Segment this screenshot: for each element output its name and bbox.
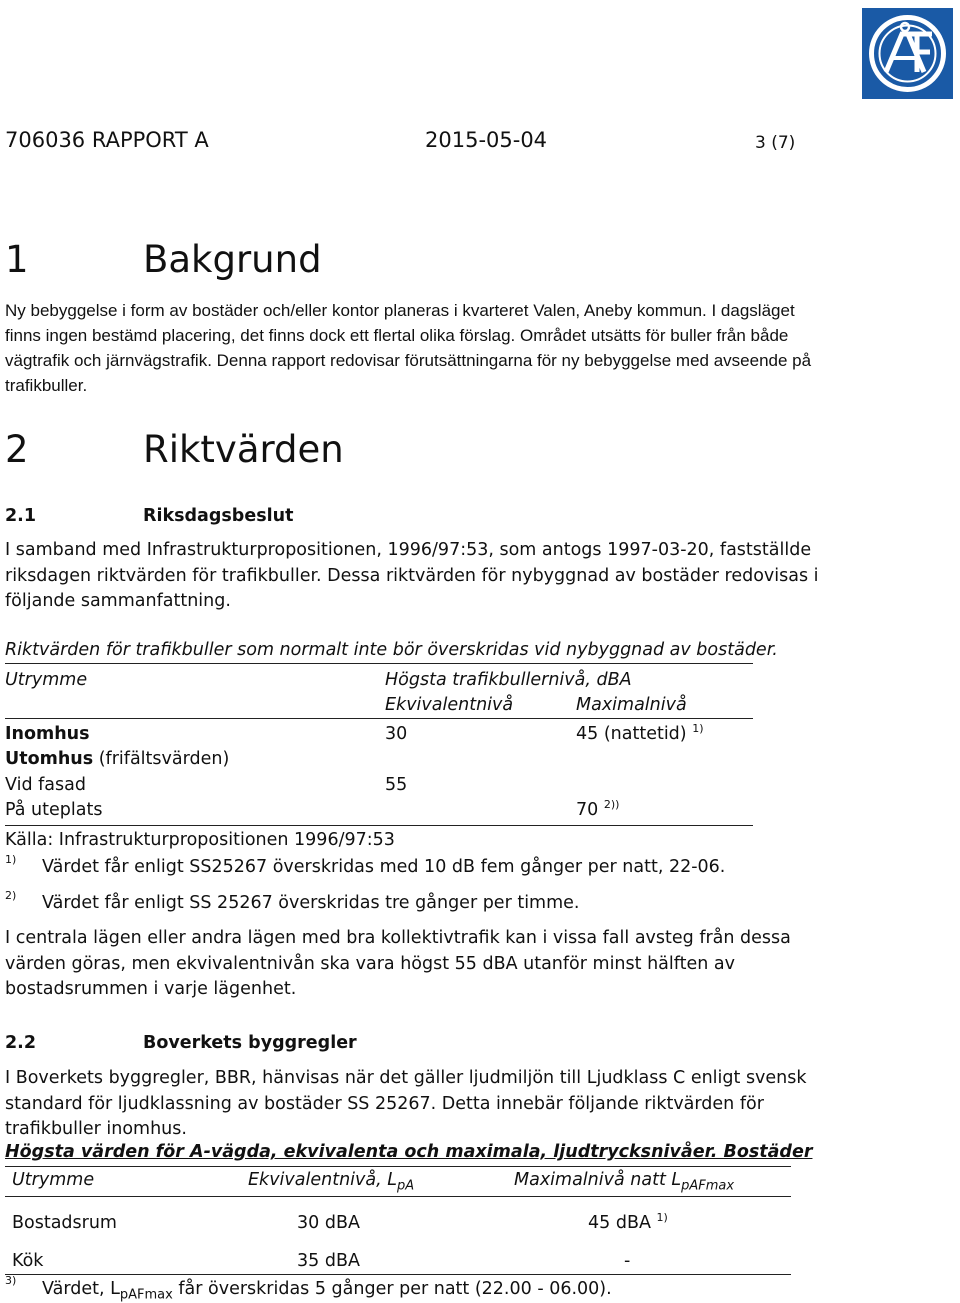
table-1-row-eq: 30: [385, 724, 408, 744]
table-1-col-maximal: Maximalnivå: [576, 695, 687, 715]
footnote-mark: 1): [5, 853, 17, 866]
table-1-row-max: 70 $^{2))}$: [576, 798, 620, 820]
table-1-source: Källa: Infrastrukturpropositionen 1996/97:53: [5, 830, 395, 850]
subsection-2-2-number: 2.2: [5, 1033, 37, 1053]
table-2-row-eq: 30 dBA: [297, 1213, 360, 1233]
section-2-number: 2: [5, 428, 29, 471]
table-1-col-utrymme: Utrymme: [5, 670, 88, 690]
page-number: 3 (7): [755, 133, 796, 153]
subsection-2-2-paragraph: I Boverkets byggregler, BBR, hänvisas när det gäller ljudmiljön till Ljudklass C enligt svensk standard för ljudklassning av bostäder SS 25267. Detta innebär följande riktvärden för trafikbuller inomhus.: [5, 1068, 807, 1139]
report-date: 2015-05-04: [425, 128, 548, 152]
table-2-row-max: 45 dBA $^{1)}$: [588, 1211, 668, 1233]
table-1-caption: Riktvärden för trafikbuller som normalt inte bör överskridas vid nybyggnad av bostäder.: [5, 640, 778, 660]
table-1-row-eq: 55: [385, 775, 408, 795]
section-2-title: Riktvärden: [143, 428, 344, 471]
subsection-2-2-title: Boverkets byggregler: [143, 1033, 357, 1053]
footnote-text: Värdet får enligt SS 25267 överskridas tre gånger per timme.: [42, 893, 580, 913]
table-2-col-ekvivalent: Ekvivalentnivå, $L_{pA}$: [248, 1170, 415, 1194]
table-2-header-rule: [5, 1196, 791, 1197]
footnote-text: Värdet får enligt SS25267 överskridas med 10 dB fem gånger per natt, 22-06.: [42, 857, 726, 877]
table-1-row-label: På uteplats: [5, 800, 103, 820]
table-1-col-ekvivalent: Ekvivalentnivå: [385, 695, 514, 715]
table-2-bottom-rule: [5, 1274, 791, 1275]
footnote-mark: 2): [5, 889, 17, 902]
section-1-paragraph: Ny bebyggelse i form av bostäder och/eller kontor planeras i kvarteret Valen, Aneby kommun. I dagsläget finns ingen bestämd placering, det finns dock ett flertal olika förslag. Området utsätts för buller från både vägtrafik och järnvägstrafik. Denna rapport redovisar förutsättningarna för ny bebyggelse med avseende på trafikbuller.: [5, 301, 812, 395]
footnote-text: Värdet, $L_{pAFmax}$ får överskridas 5 gånger per natt (22.00 - 06.00).: [42, 1279, 612, 1303]
subsection-2-1-paragraph: I samband med Infrastrukturpropositionen, 1996/97:53, som antogs 1997-03-20, fastställde riksdagen riktvärden för trafikbuller. Dessa riktvärden för nybyggnad av bostäder redovisas i följande sammanfattning.: [5, 540, 819, 611]
table-2-caption: Högsta värden för A-vägda, ekvivalenta och maximala, ljudtrycksnivåer. Bostäder: [5, 1142, 813, 1162]
section-1-title: Bakgrund: [143, 238, 322, 281]
table-1-top-rule: [5, 663, 753, 664]
subsection-2-1-title: Riksdagsbeslut: [143, 506, 294, 526]
table-1-row-label: Vid fasad: [5, 775, 86, 795]
table-2-col-maximal: Maximalnivå natt $L_{pAFmax}$: [514, 1170, 735, 1194]
table-1-header-rule: [5, 718, 753, 719]
table-1-row-label: Utomhus (frifältsvärden): [5, 749, 230, 769]
table-2-row-label: Kök: [12, 1251, 44, 1271]
subsection-2-1-after: I centrala lägen eller andra lägen med bra kollektivtrafik kan i vissa fall avsteg från dessa värden göras, men ekvivalentnivån ska vara högst 55 dBA utanför minst hälften av bostadsrummen i varje lägenhet.: [5, 928, 791, 999]
footnote-mark: 3): [5, 1274, 17, 1287]
table-2-top-rule: [5, 1166, 791, 1167]
table-2-row-max: -: [624, 1251, 631, 1271]
report-id: 706036 RAPPORT A: [5, 128, 209, 152]
table-1-row-label: Inomhus: [5, 724, 90, 744]
table-2-row-eq: 35 dBA: [297, 1251, 360, 1271]
subsection-2-1-number: 2.1: [5, 506, 37, 526]
table-2-row-label: Bostadsrum: [12, 1213, 117, 1233]
table-1-row-max: 45 (nattetid) $^{1)}$: [576, 722, 704, 744]
section-1-number: 1: [5, 238, 29, 281]
table-2-col-utrymme: Utrymme: [12, 1170, 95, 1190]
table-1-bottom-rule: [5, 825, 753, 826]
table-1-group-header: Högsta trafikbullernivå, dBA: [385, 670, 632, 690]
af-logo: [862, 8, 953, 99]
